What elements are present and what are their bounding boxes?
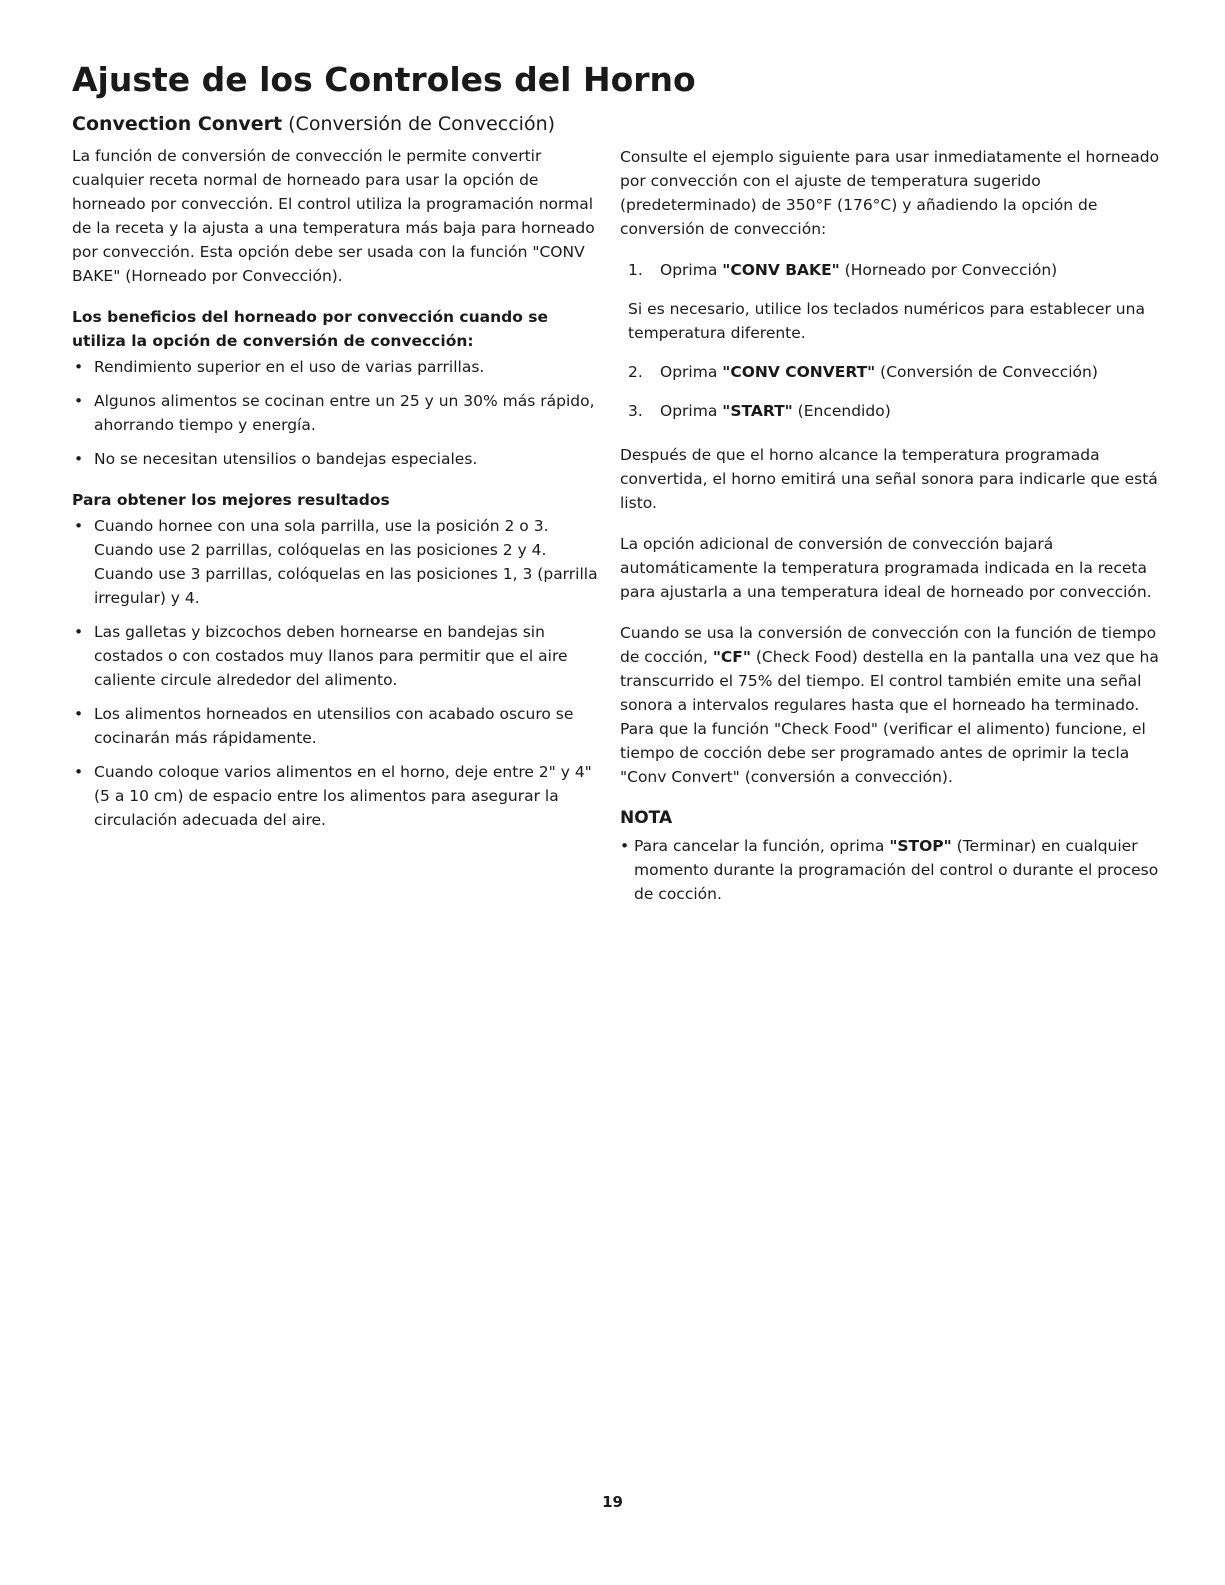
results-list bbox=[72, 514, 607, 832]
intro-paragraph: La función de conversión de convección le permite convertir cualquier receta normal de horneado para usar la opción de horneado por convección. El control utiliza la programación normal de la receta y la ajusta a una temperatura más baja para horneado por convección. Esta opción debe ser usada con la función "CONV BAKE" (Horneado por Convección). bbox=[72, 147, 595, 285]
list-item: • Las galletas y bizcochos deben hornearse en bandejas sin costados o con costados muy llanos para permitir que el aire caliente circule alrededor del alimento. bbox=[72, 620, 607, 692]
key-label: "CF" bbox=[712, 648, 751, 666]
step-text: (Conversión de Convección) bbox=[875, 363, 1098, 381]
step-text: Oprima bbox=[660, 261, 723, 279]
list-item: • No se necesitan utensilios o bandejas especiales. bbox=[72, 447, 607, 471]
right-column bbox=[620, 145, 1160, 906]
list-item: • Cuando hornee con una sola parrilla, use la posición 2 o 3. Cuando use 2 parrillas, colóquelas en las posiciones 2 y 4. Cuando use 3 parrillas, colóquelas en las posiciones 1, 3 (parrilla irregular) y 4. bbox=[72, 514, 607, 610]
benefits-heading: Los beneficios del horneado por convección cuando se utiliza la opción de conversión de convección: bbox=[72, 308, 548, 350]
paragraph-text: (Check Food) destella en la pantalla una vez que ha transcurrido el 75% del tiempo. El control también emite una señal sonora a intervalos regulares hasta que el horneado ha terminado. Para que la función "Check Food" (verificar el alimento) funcione, el tiempo de cocción debe ser programado antes de oprimir la tecla "Conv Convert" (conversión a convección). bbox=[620, 648, 1159, 786]
nota-list bbox=[620, 834, 1160, 906]
step-3 bbox=[620, 399, 1160, 423]
list-item: • Los alimentos horneados en utensilios con acabado oscuro se cocinarán más rápidamente. bbox=[72, 702, 607, 750]
paragraph-check-food bbox=[620, 621, 1160, 789]
step-text: (Encendido) bbox=[792, 402, 891, 420]
step-text: Oprima bbox=[660, 402, 723, 420]
left-column bbox=[72, 144, 607, 849]
page-number: 19 bbox=[602, 1493, 623, 1511]
step-text: Oprima bbox=[660, 363, 723, 381]
steps-list-continued bbox=[620, 360, 1160, 423]
paragraph-text: Cuando se usa la conversión de convección con la función de tiempo de cocción, bbox=[620, 624, 1157, 666]
results-heading: Para obtener los mejores resultados bbox=[72, 491, 390, 509]
page-title: Ajuste de los Controles del Horno bbox=[72, 60, 696, 99]
step-number: 3. bbox=[628, 402, 643, 420]
step-number: 1. bbox=[628, 261, 643, 279]
list-item bbox=[620, 834, 1160, 906]
example-intro: Consulte el ejemplo siguiente para usar inmediatamente el horneado por convección con el ajuste de temperatura sugerido (predeterminado) de 350°F (176°C) y añadiendo la opción de conversión de convección: bbox=[620, 148, 1160, 238]
paragraph-auto-lower: La opción adicional de conversión de convección bajará automáticamente la temperatura programada indicada en la receta para ajustarla a una temperatura ideal de horneado por convección. bbox=[620, 535, 1152, 601]
step-2 bbox=[620, 360, 1160, 384]
section-title-strong: Convection Convert bbox=[72, 113, 283, 135]
section-title-normal: (Conversión de Convección) bbox=[282, 113, 556, 135]
list-item: • Cuando coloque varios alimentos en el horno, deje entre 2" y 4" (5 a 10 cm) de espacio entre los alimentos para asegurar la circulación adecuada del aire. bbox=[72, 760, 607, 832]
key-label: "CONV CONVERT" bbox=[722, 363, 876, 381]
step-1-note: Si es necesario, utilice los teclados numéricos para establecer una temperatura diferente. bbox=[628, 300, 1145, 342]
benefits-list bbox=[72, 355, 607, 471]
key-label: "START" bbox=[722, 402, 793, 420]
list-item: • Rendimiento superior en el uso de varias parrillas. bbox=[72, 355, 607, 379]
key-label: "STOP" bbox=[889, 837, 952, 855]
list-item: • Algunos alimentos se cocinan entre un 25 y un 30% más rápido, ahorrando tiempo y energía. bbox=[72, 389, 607, 437]
section-title bbox=[72, 112, 555, 137]
nota-text: Para cancelar la función, oprima bbox=[634, 837, 890, 855]
step-text: (Horneado por Convección) bbox=[839, 261, 1058, 279]
key-label: "CONV BAKE" bbox=[722, 261, 840, 279]
steps-list bbox=[620, 258, 1160, 282]
step-number: 2. bbox=[628, 363, 643, 381]
nota-heading: NOTA bbox=[620, 808, 673, 828]
step-1 bbox=[620, 258, 1160, 282]
paragraph-ready: Después de que el horno alcance la temperatura programada convertida, el horno emitirá una señal sonora para indicarle que está listo. bbox=[620, 446, 1158, 512]
nota-text: (Terminar) en cualquier momento durante la programación del control o durante el proceso de cocción. bbox=[634, 837, 1159, 903]
